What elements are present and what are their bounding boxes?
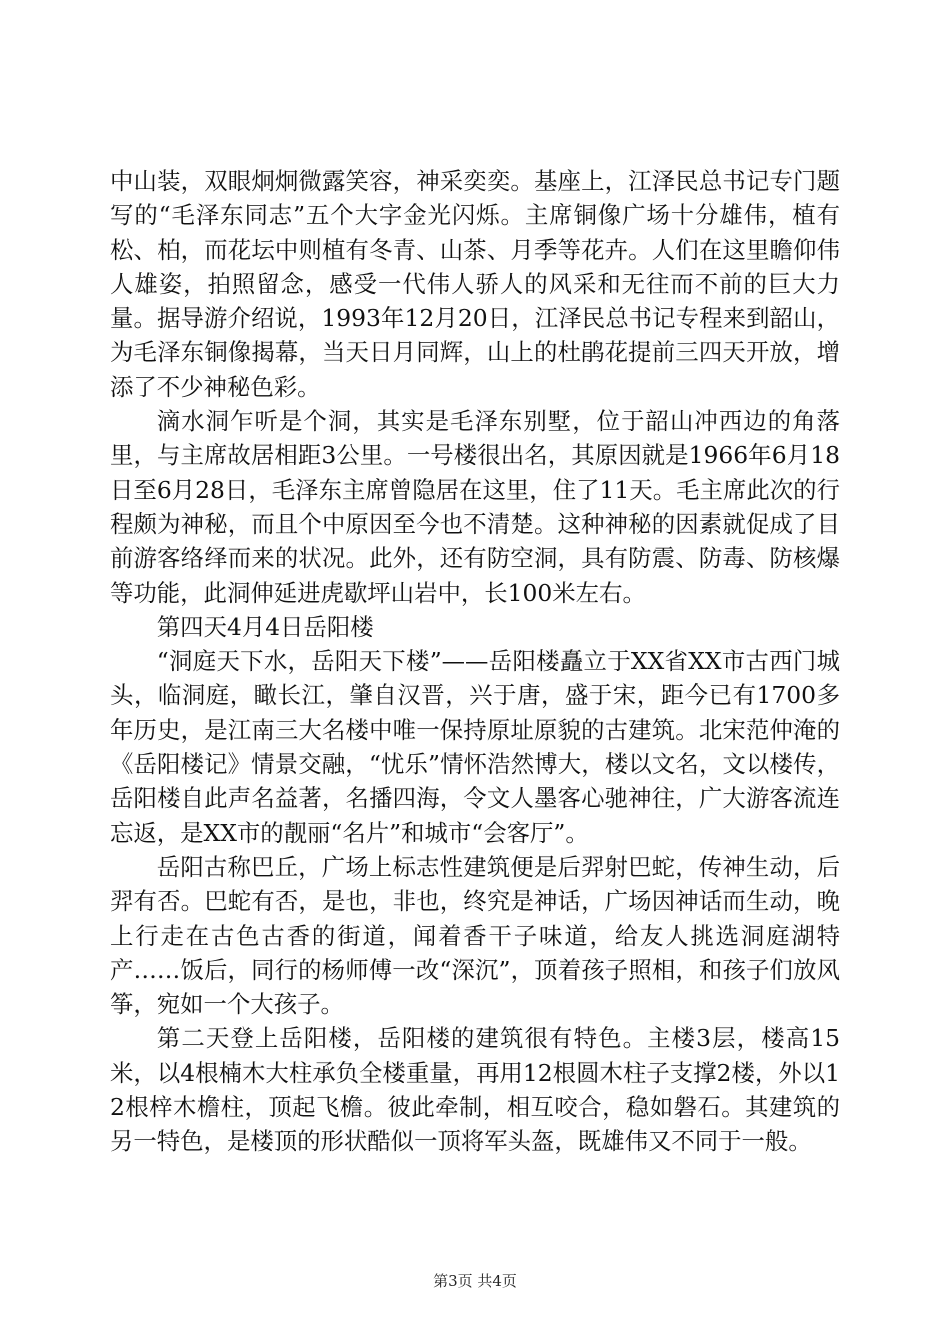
document-body [110,164,840,1159]
paragraph-mao-statue: 中山装，双眼炯炯微露笑容，神采奕奕。基座上，江泽民总书记专门题写的“毛泽东同志”五个大字金光闪烁。主席铜像广场十分雄伟，植有松、柏，而花坛中则植有冬青、山茶、月季等花卉。人们在这里瞻仰伟人雄姿，拍照留念，感受一代伟人骄人的风采和无往而不前的巨大力量。据导游介绍说，1993年12月20日，江泽民总书记专程来到韶山，为毛泽东铜像揭幕，当天日月同辉，山上的杜鹃花提前三四天开放，增添了不少神秘色彩。 [110,167,840,401]
paragraph-baqiu-square: 岳阳古称巴丘，广场上标志性建筑便是后羿射巴蛇，传神生动，后羿有否。巴蛇有否，是也，非也，终究是神话，广场因神话而生动，晚上行走在古色古香的街道，闻着香干子味道，给友人挑选洞庭湖特产……饭后，同行的杨师傅一改“深沉”，顶着孩子照相，和孩子们放风筝，宛如一个大孩子。 [110,852,840,1019]
paragraph-yueyang-tower-intro: “洞庭天下水，岳阳天下楼”——岳阳楼矗立于XX省XX市古西门城头，临洞庭，瞰长江，肇自汉晋，兴于唐，盛于宋，距今已有1700多年历史，是江南三大名楼中唯一保持原址原貌的古建筑。北宋范仲淹的《岳阳楼记》情景交融，“忧乐”情怀浩然博大，楼以文名，文以楼传，岳阳楼自此声名益著，名播四海，令文人墨客心驰神往，广大游客流连忘返，是XX市的靓丽“名片”和城市“会客厅”。 [110,647,840,847]
paragraph-tower-architecture: 第二天登上岳阳楼，岳阳楼的建筑很有特色。主楼3层，楼高15米，以4根楠木大柱承负全楼重量，再用12根圆木柱子支撑2楼，外以12根梓木檐柱，顶起飞檐。彼此牵制，相互咬合，稳如磐石。其建筑的另一特色，是楼顶的形状酷似一顶将军头盔，既雄伟又不同于一般。 [110,1024,840,1156]
paragraph-dishui-cave: 滴水洞乍听是个洞，其实是毛泽东别墅，位于韶山冲西边的角落里，与主席故居相距3公里。一号楼很出名，其原因就是1966年6月18日至6月28日，毛泽东主席曾隐居在这里，住了11天。毛主席此次的行程颇为神秘，而且个中原因至今也不清楚。这种神秘的因素就促成了目前游客络绎而来的状况。此外，还有防空洞，具有防震、防毒、防核爆等功能，此洞伸延进虎歇坪山岩中，长100米左右。 [110,407,840,607]
page-number-footer: 第3页 共4页 [433,1272,517,1290]
paragraph-day-four-heading: 第四天4月4日岳阳楼 [156,612,374,641]
